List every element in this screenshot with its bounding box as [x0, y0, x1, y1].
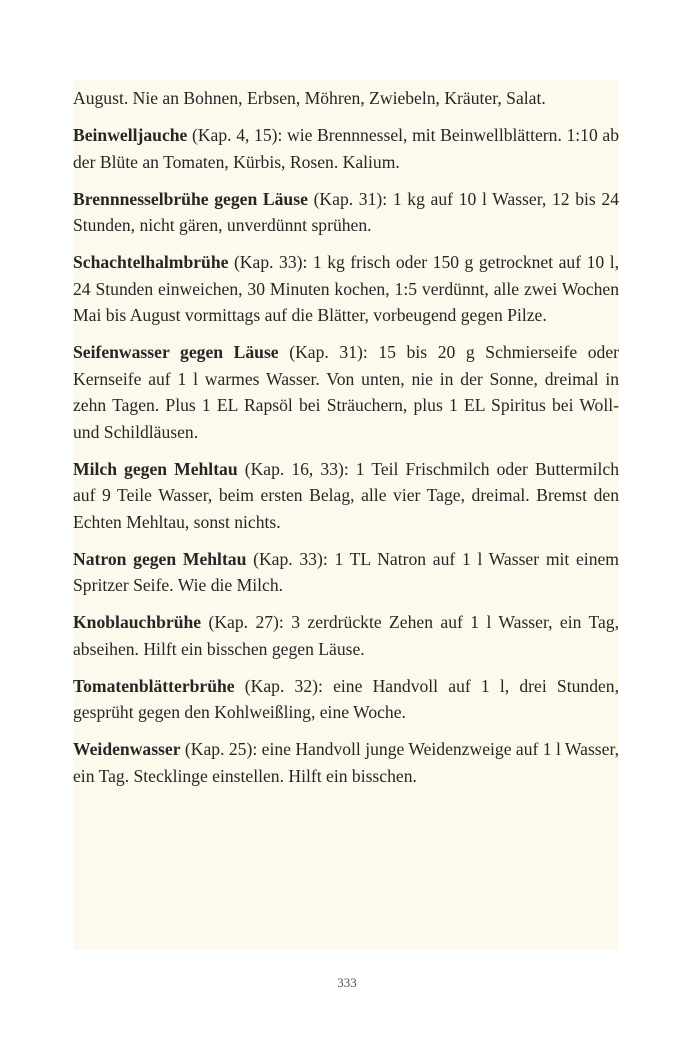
entry-tomatenblaetterbruehe: [73, 673, 619, 726]
entry-beinwelljauche: [73, 122, 619, 175]
entry-term: Beinwelljauche: [73, 125, 188, 145]
entry-schachtelhalmbruehe: [73, 249, 619, 329]
entry-term: Seifenwasser gegen Läuse: [73, 342, 279, 362]
intro-paragraph: August. Nie an Bohnen, Erbsen, Möhren, Zwiebeln, Kräuter, Salat.: [73, 88, 546, 108]
entry-text: (Kap. 31): 15 bis 20 g Schmierseife oder Kernseife auf 1 l warmes Wasser. Von unten, nie in der Sonne, dreimal in zehn Tagen. Plus 1 EL Rapsöl bei Sträuchern, plus 1 EL Spiritus bei Woll- und Schildläusen.: [73, 342, 620, 442]
entry-brennnesselbruehe: [73, 186, 619, 239]
entry-weidenwasser: [73, 736, 619, 789]
entry-term: Brennnesselbrühe gegen Läuse: [73, 188, 308, 209]
entry-knoblauchbruehe: [73, 609, 619, 662]
entry-text: (Kap. 33): 1 TL Natron auf 1 l Wasser mit einem Spritzer Seife. Wie die Milch.: [73, 548, 619, 595]
entry-text: (Kap. 32): eine Handvoll auf 1 l, drei Stunden, gesprüht gegen den Kohlweißling, eine Woche.: [73, 675, 619, 722]
entry-term: Natron gegen Mehltau: [73, 548, 247, 569]
entry-term: Tomatenblätterbrühe: [73, 675, 235, 696]
entry-text: (Kap. 25): eine Handvoll junge Weidenzweige auf 1 l Wasser, ein Tag. Stecklinge einstellen. Hilft ein bisschen.: [73, 739, 619, 786]
entry-text: (Kap. 27): 3 zerdrückte Zehen auf 1 l Wasser, ein Tag, abseihen. Hilft ein bisschen gegen Läuse.: [73, 612, 619, 659]
entry-seifenwasser: [73, 339, 619, 445]
text-block: [73, 80, 619, 950]
entry-term: Milch gegen Mehltau: [73, 458, 238, 479]
entry-natron: [73, 546, 619, 599]
entry-term: Knoblauchbrühe: [73, 612, 202, 632]
page-number: 333: [337, 975, 357, 990]
entry-term: Weidenwasser: [73, 739, 181, 759]
entry-text: (Kap. 33): 1 kg frisch oder 150 g getrocknet auf 10 l, 24 Stunden einweichen, 30 Minuten kochen, 1:5 verdünnt, alle zwei Wochen Mai bis August vormittags auf die Blätter, vorbeugend gegen Pilze.: [73, 252, 619, 325]
entry-text: (Kap. 31): 1 kg auf 10 l Wasser, 12 bis 24 Stunden, nicht gären, unverdünnt sprühen.: [73, 188, 620, 235]
entry-term: Schachtelhalmbrühe: [73, 252, 229, 272]
entry-milch: [73, 456, 619, 536]
entry-text: (Kap. 16, 33): 1 Teil Frischmilch oder Buttermilch auf 9 Teile Wasser, beim ersten Belag, alle vier Tage, dreimal. Bremst den Echten Mehltau, sonst nichts.: [73, 458, 619, 532]
entry-text: (Kap. 4, 15): wie Brennnessel, mit Beinwellblättern. 1:10 ab der Blüte an Tomaten, Kürbis, Rosen. Kalium.: [73, 125, 619, 172]
